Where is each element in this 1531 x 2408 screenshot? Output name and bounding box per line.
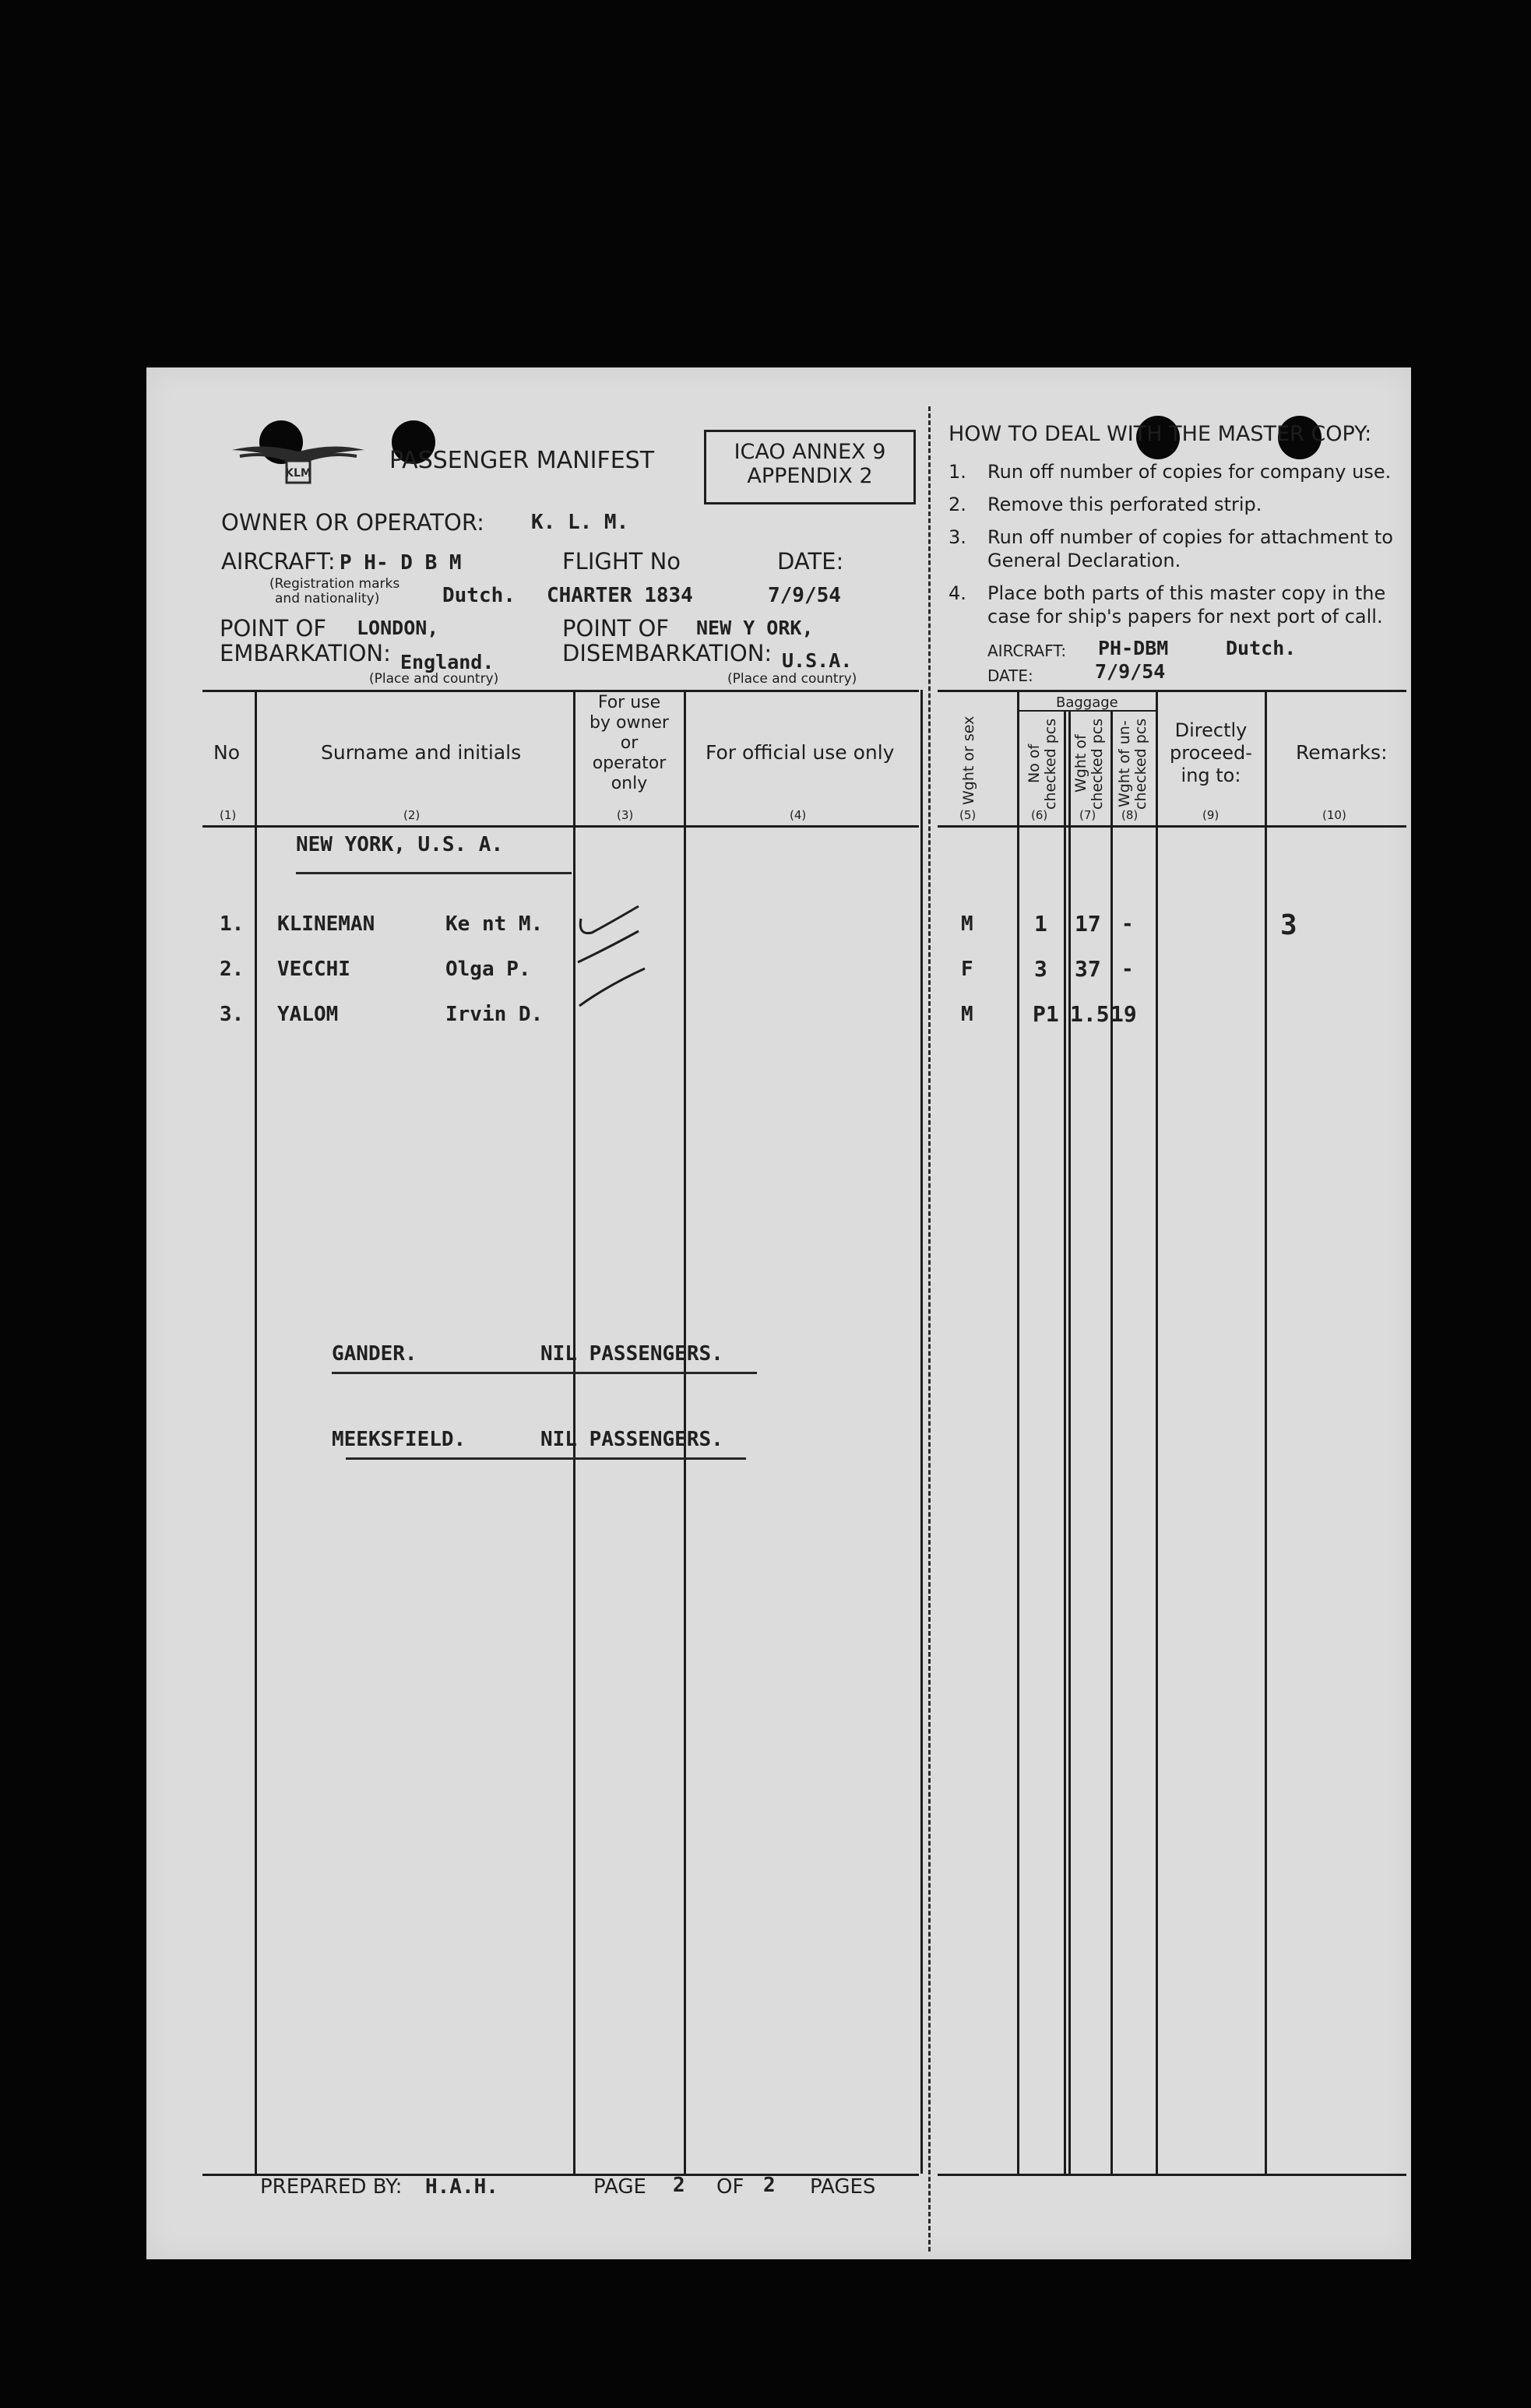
instruction-text-4a: Place both parts of this master copy in the — [987, 582, 1386, 604]
stop-place: MEEKSFIELD. — [332, 1428, 466, 1451]
weight-checked-line: checked pcs — [1088, 718, 1106, 810]
passenger-weight-checked: 37 — [1075, 956, 1101, 982]
column-divider — [1017, 690, 1019, 2174]
passenger-checked-pcs: 1 — [1034, 911, 1047, 937]
strip-aircraft-nationality: Dutch. — [1226, 637, 1297, 659]
owner-use-line: or — [620, 733, 639, 753]
column-divider — [255, 690, 257, 2174]
passenger-sex: M — [961, 1003, 973, 1026]
col-directly-header — [1159, 719, 1263, 786]
destination-heading: NEW YORK, U.S. A. — [296, 833, 504, 856]
col-number: (2) — [403, 808, 421, 822]
of-value: 2 — [763, 2174, 776, 2197]
instruction-num-2: 2. — [949, 494, 966, 515]
weight-unchecked-line: Wght of un- — [1116, 720, 1133, 807]
passenger-weight-checked: 17 — [1075, 911, 1101, 937]
passenger-sex: F — [961, 958, 973, 981]
disembarkation-label-1: POINT OF — [562, 615, 669, 642]
passenger-initials: Ke nt M. — [445, 912, 544, 936]
passenger-surname: KLINEMAN — [277, 912, 375, 936]
icao-appendix: APPENDIX 2 — [747, 464, 873, 488]
instruction-text-1: Run off number of copies for company use. — [987, 461, 1392, 483]
embarkation-country: England. — [400, 651, 494, 673]
column-divider — [1156, 690, 1158, 2174]
owner-use-line: by owner — [590, 712, 669, 733]
passenger-no: 3. — [220, 1003, 245, 1026]
table-top-rule — [202, 690, 919, 692]
embarkation-city: LONDON, — [357, 617, 439, 639]
registration-note-1: (Registration marks — [269, 576, 400, 592]
table-bottom-rule-strip — [938, 2174, 1406, 2176]
checked-pcs-line: checked pcs — [1041, 718, 1059, 810]
instruction-text-2: Remove this perforated strip. — [987, 494, 1262, 515]
perforation-line — [928, 406, 931, 2252]
embarkation-label-1: POINT OF — [220, 615, 326, 642]
col-number: (5) — [959, 808, 977, 822]
pages-label: PAGES — [810, 2175, 876, 2199]
weight-checked-line: Wght of — [1072, 734, 1089, 793]
passenger-surname: VECCHI — [277, 958, 350, 981]
destination-underline — [296, 872, 572, 874]
passenger-sex: M — [961, 912, 973, 936]
col-number: (9) — [1202, 808, 1220, 822]
column-divider — [1110, 712, 1113, 2174]
col-official-header: For official use only — [706, 741, 895, 764]
passenger-weight-unchecked: - — [1121, 912, 1134, 936]
col-owner-use-header — [579, 693, 679, 794]
instruction-text-4b: case for ship's papers for next port of call. — [987, 606, 1383, 627]
col-number: (7) — [1079, 808, 1096, 822]
passenger-weight-unchecked: - — [1121, 958, 1134, 981]
instruction-num-4: 4. — [949, 582, 966, 604]
table-top-rule-strip — [938, 690, 1406, 692]
aircraft-label: AIRCRAFT: — [221, 548, 336, 575]
passenger-initials: Irvin D. — [445, 1003, 544, 1026]
col-number: (10) — [1322, 808, 1346, 822]
col-number: (8) — [1121, 808, 1139, 822]
owner-use-line: only — [611, 773, 648, 793]
col-weight-sex-header: Wght or sex — [960, 715, 977, 806]
weight-unchecked-line: checked pcs — [1132, 718, 1149, 810]
manifest-sheet — [146, 367, 1411, 2259]
prepared-label: PREPARED BY: — [260, 2175, 403, 2199]
disembarkation-city: NEW Y ORK, — [696, 617, 814, 639]
klm-crown-logo-icon — [224, 428, 372, 490]
checked-pcs-line: No of — [1026, 743, 1043, 784]
disembarkation-label-2: DISEMBARKATION: — [562, 640, 773, 666]
date-label: DATE: — [777, 548, 844, 575]
passenger-remarks: 3 — [1280, 909, 1297, 941]
strip-date-label: DATE: — [987, 666, 1033, 685]
svg-text:KLM: KLM — [285, 467, 311, 480]
col-weight-unchecked-header — [1117, 716, 1149, 811]
col-number: (4) — [790, 808, 807, 822]
flight-value: CHARTER 1834 — [547, 584, 693, 607]
col-weight-checked-header — [1073, 716, 1106, 811]
instructions-title: HOW TO DEAL WITH THE MASTER COPY: — [949, 422, 1372, 446]
strip-date-value: 7/9/54 — [1095, 660, 1166, 683]
nationality-value: Dutch. — [442, 584, 516, 607]
col-number: (1) — [220, 808, 237, 822]
embarkation-note: (Place and country) — [369, 671, 499, 687]
directly-line: proceed- — [1170, 741, 1252, 764]
disembarkation-note: (Place and country) — [727, 671, 857, 687]
aircraft-value: P H- D B M — [340, 551, 462, 575]
stop-note: NIL PASSENGERS. — [540, 1342, 723, 1366]
passenger-weight-unchecked: 19 — [1110, 1001, 1137, 1027]
owner-use-line: For use — [597, 693, 661, 712]
stop-underline — [332, 1372, 757, 1374]
passenger-no: 1. — [220, 912, 245, 936]
directly-line: ing to: — [1181, 764, 1241, 786]
table-header-rule-strip — [938, 825, 1406, 828]
prepared-value: H.A.H. — [425, 2175, 498, 2199]
check-marks-icon — [573, 881, 698, 1037]
col-remarks-header: Remarks: — [1296, 741, 1388, 764]
table-header-rule — [202, 825, 919, 828]
column-divider — [1068, 712, 1071, 2174]
col-surname-header: Surname and initials — [321, 741, 522, 764]
date-value: 7/9/54 — [768, 584, 841, 607]
col-number: (6) — [1031, 808, 1048, 822]
passenger-checked-pcs: 3 — [1034, 956, 1047, 982]
flight-label: FLIGHT No — [562, 548, 681, 575]
manifest-title: PASSENGER MANIFEST — [389, 447, 655, 474]
stop-underline — [346, 1457, 746, 1460]
page-label: PAGE — [593, 2175, 646, 2199]
instruction-text-3a: Run off number of copies for attachment to — [987, 526, 1393, 548]
owner-use-line: operator — [592, 753, 667, 773]
column-divider — [1265, 690, 1267, 2174]
embarkation-label-2: EMBARKATION: — [220, 640, 391, 666]
passenger-no: 2. — [220, 958, 245, 981]
owner-label: OWNER OR OPERATOR: — [221, 509, 484, 536]
icao-annex: ICAO ANNEX 9 — [734, 440, 886, 464]
registration-note-2: and nationality) — [275, 591, 380, 606]
strip-aircraft-value: PH-DBM — [1098, 637, 1169, 659]
column-divider — [920, 690, 923, 2174]
col-no-header: No — [213, 741, 240, 764]
passenger-checked-pcs: P1 — [1033, 1001, 1059, 1027]
stop-note: NIL PASSENGERS. — [540, 1428, 723, 1451]
passenger-weight-checked: 1.5 — [1070, 1001, 1110, 1027]
icao-box — [704, 430, 916, 504]
page-value: 2 — [673, 2174, 685, 2197]
instruction-text-3b: General Declaration. — [987, 550, 1181, 571]
of-label: OF — [716, 2175, 744, 2199]
disembarkation-country: U.S.A. — [782, 649, 853, 672]
col-baggage-header: Baggage — [1056, 694, 1118, 711]
column-divider — [1064, 712, 1066, 2174]
passenger-surname: YALOM — [277, 1003, 339, 1026]
col-number: (3) — [617, 808, 634, 822]
directly-line: Directly — [1174, 719, 1248, 741]
strip-aircraft-label: AIRCRAFT: — [987, 642, 1067, 660]
col-checked-pcs-header — [1026, 716, 1059, 811]
stop-place: GANDER. — [332, 1342, 417, 1366]
instruction-num-1: 1. — [949, 461, 966, 483]
owner-value: K. L. M. — [531, 511, 629, 534]
instruction-num-3: 3. — [949, 526, 966, 548]
passenger-initials: Olga P. — [445, 958, 531, 981]
